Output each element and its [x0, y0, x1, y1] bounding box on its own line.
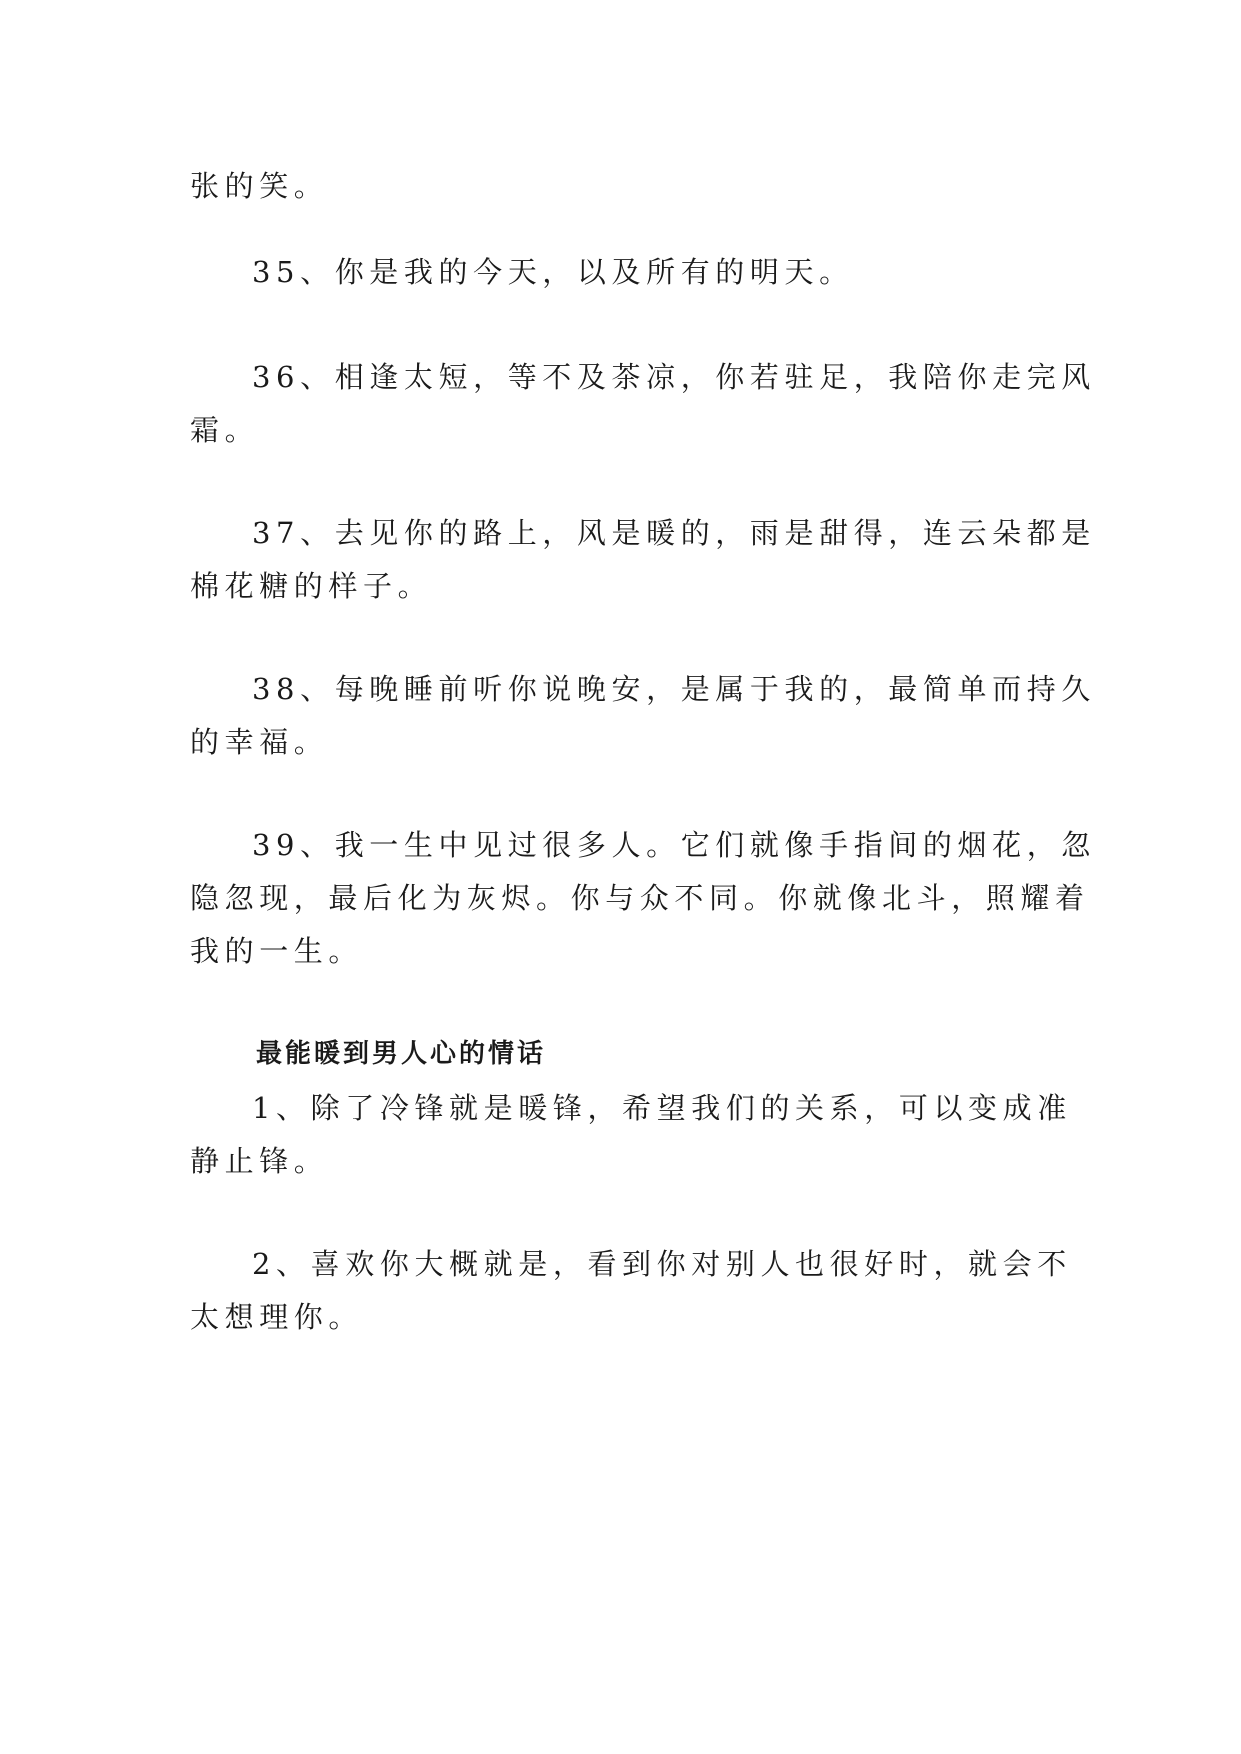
paragraph-37-line-1: 37、去见你的路上，风是暖的，雨是甜得，连云朵都是	[252, 516, 1096, 550]
paragraph-39-line-1: 39、我一生中见过很多人。它们就像手指间的烟花，忽	[252, 828, 1096, 862]
section-heading: 最能暖到男人心的情话	[256, 1039, 547, 1069]
paragraph-38-line-2: 的幸福。	[190, 725, 329, 759]
paragraph-1-line-2: 静止锋。	[190, 1144, 329, 1178]
paragraph-36-line-1: 36、相逢太短，等不及茶凉，你若驻足，我陪你走完风	[252, 360, 1096, 394]
paragraph-34-line-end: 张的笑。	[190, 169, 329, 203]
paragraph-39-line-3: 我的一生。	[190, 934, 364, 968]
paragraph-2-line-2: 太想理你。	[190, 1300, 364, 1334]
paragraph-35: 35、你是我的今天，以及所有的明天。	[252, 255, 854, 289]
paragraph-38-line-1: 38、每晚睡前听你说晚安，是属于我的，最简单而持久	[252, 672, 1096, 706]
paragraph-39-line-2: 隐忽现，最后化为灰烬。你与众不同。你就像北斗，照耀着	[190, 881, 1090, 915]
paragraph-2-line-1: 2、喜欢你大概就是，看到你对别人也很好时，就会不	[252, 1247, 1072, 1281]
paragraph-36-line-2: 霜。	[190, 413, 260, 447]
paragraph-1-line-1: 1、除了冷锋就是暖锋，希望我们的关系，可以变成准	[252, 1091, 1072, 1125]
paragraph-37-line-2: 棉花糖的样子。	[190, 569, 433, 603]
